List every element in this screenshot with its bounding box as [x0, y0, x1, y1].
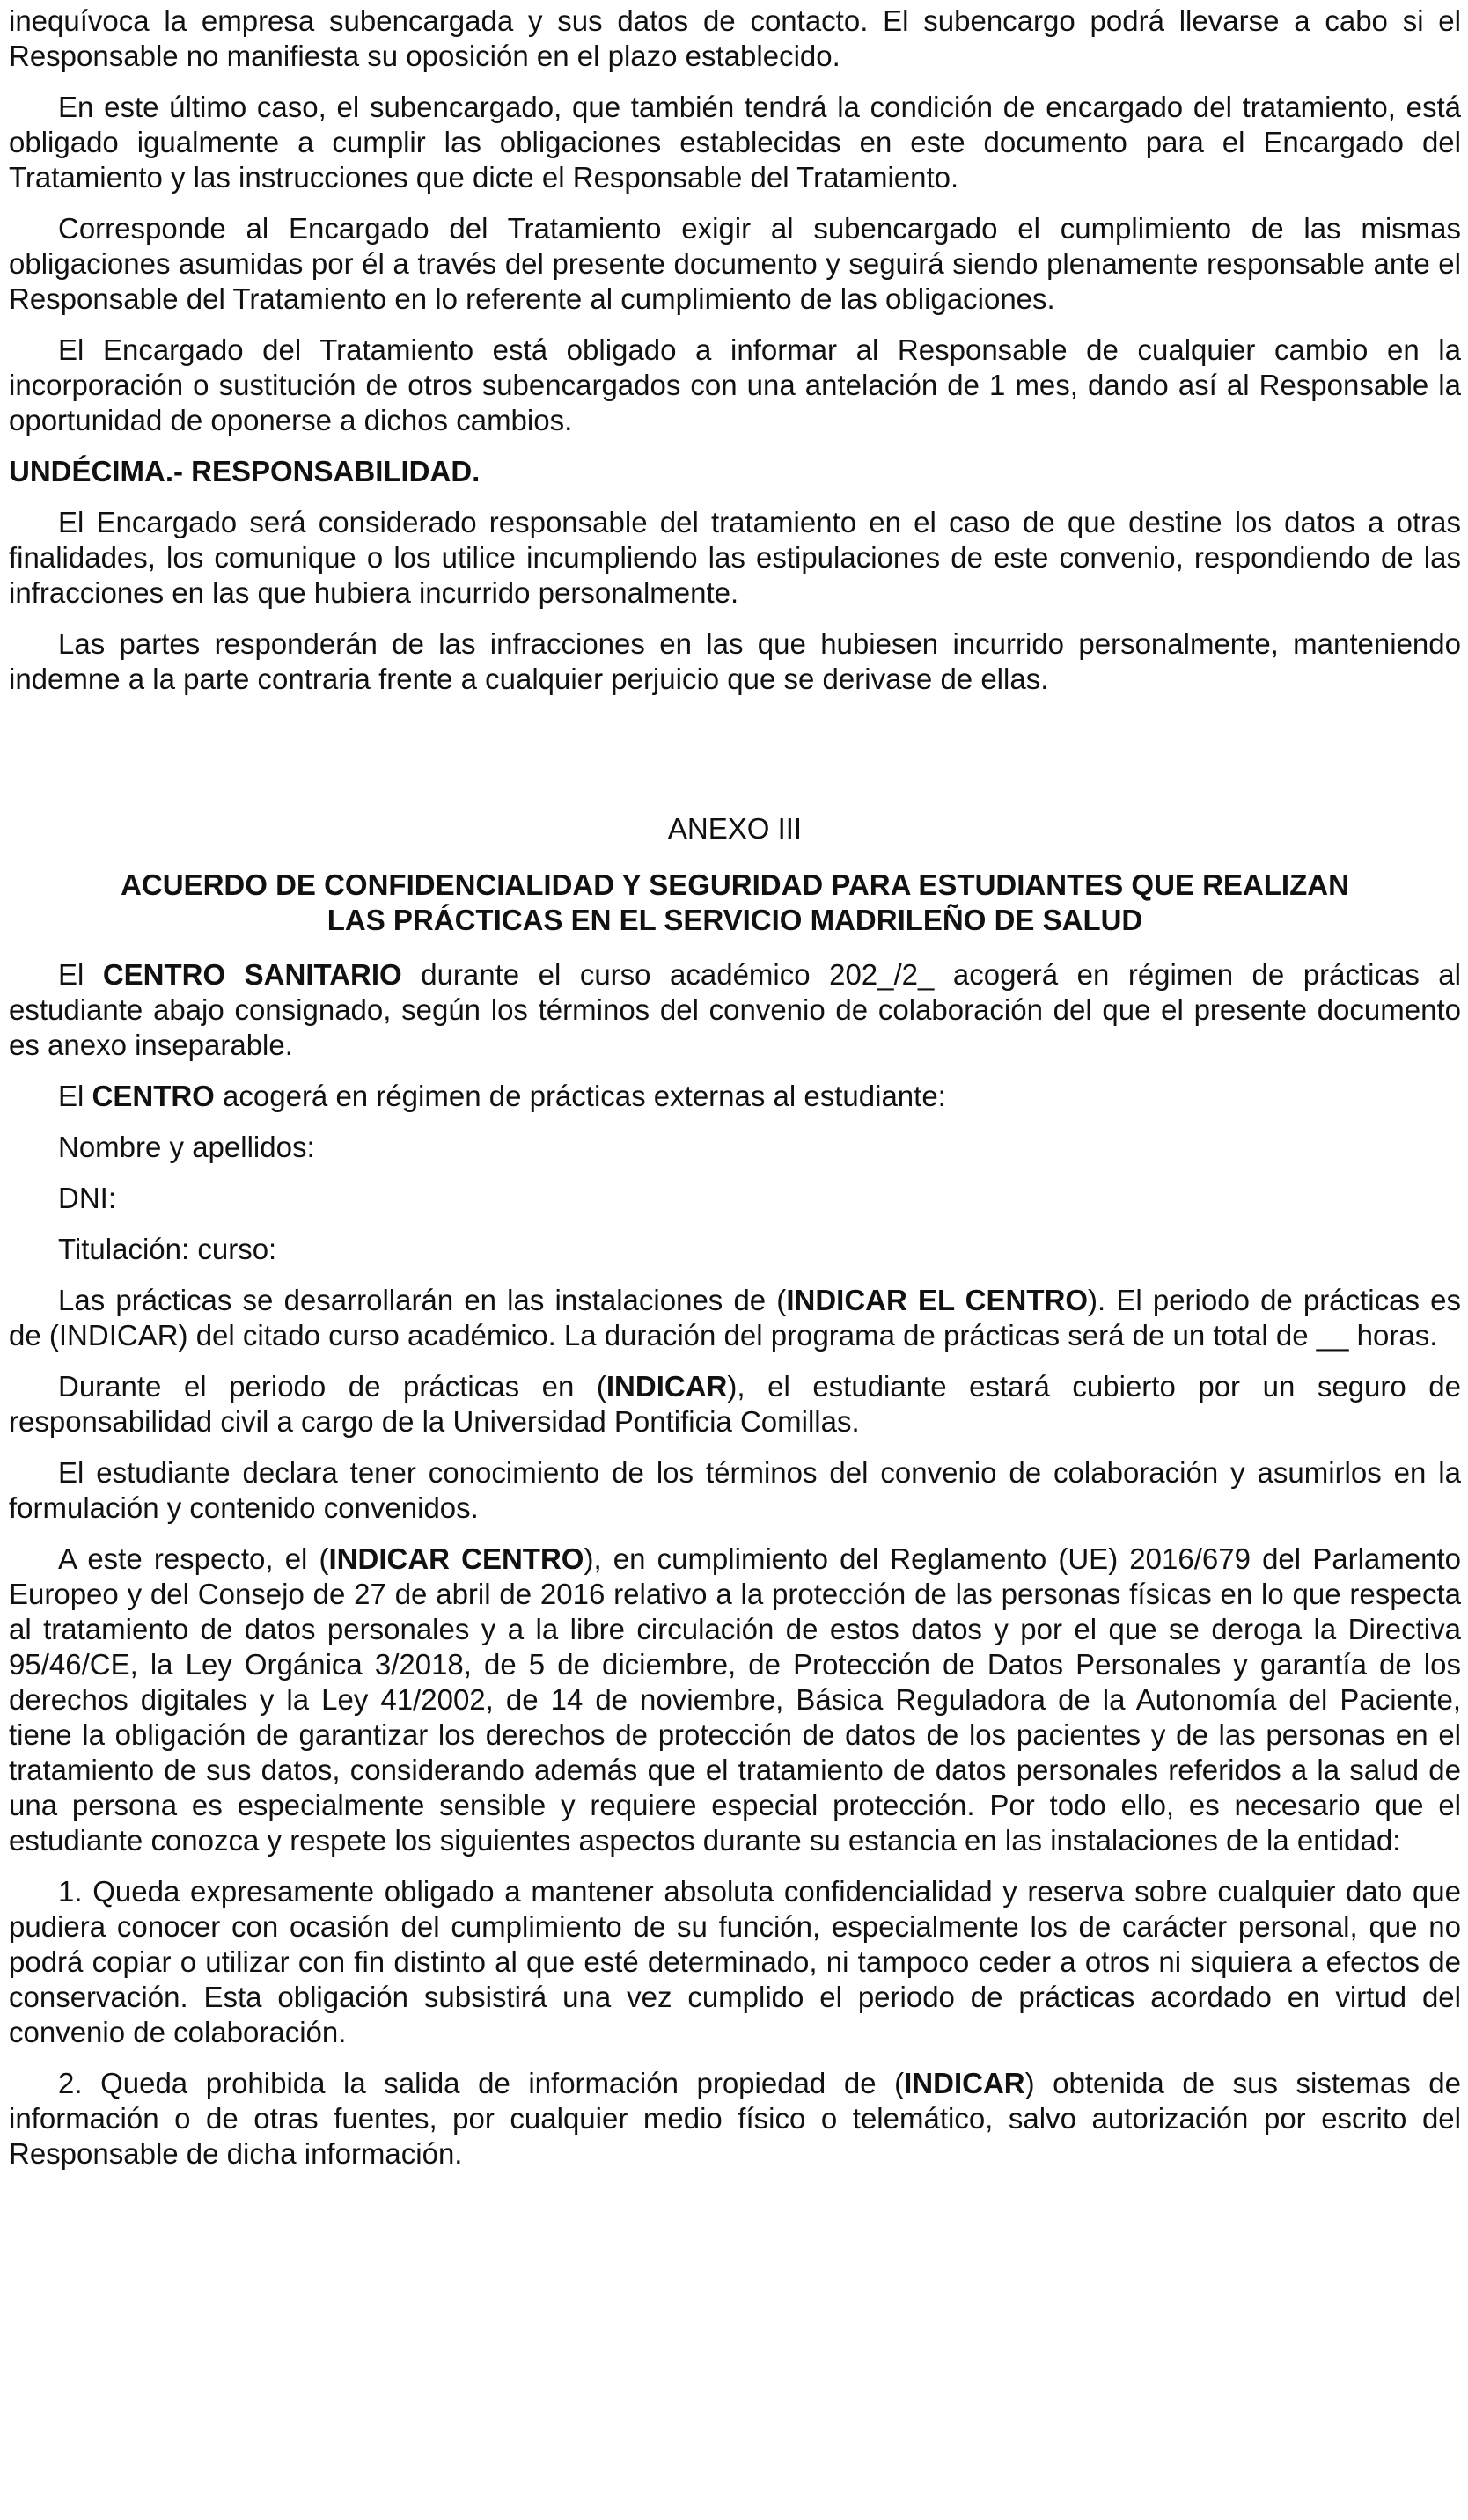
text-run: A este respecto, el ( [58, 1542, 329, 1575]
bold-indicar: INDICAR [904, 2067, 1025, 2099]
field-nombre-apellidos: Nombre y apellidos: [58, 1131, 315, 1163]
text-run: El [58, 958, 103, 991]
text-run: ), en cumplimiento del Reglamento (UE) 2016/679 del Parlamento Europeo y del Consejo de 27 de abril de 2016 relativo a la protección de las personas físicas en lo que respecta al tratamiento de datos personales y a la libre circulación de estos datos y por el que se deroga la Directiva 95/46/CE, la Ley Orgánica 3/2018, de 5 de diciembre, de Protección de Datos Personales y garantía de los derechos digitales y la Ley 41/2002, de 14 de noviembre, Básica Reguladora de la Autonomía del Paciente, tiene la obligación de garantizar los derechos de protección de datos de los pacientes y de las personas en el tratamiento de sus datos, considerando además que el tratamiento de datos personales referidos a la salud de una persona es especialmente sensible y requiere especial protección. Por todo ello, es necesario que el estudiante conozca y respete los siguientes aspectos durante su estancia en las instalaciones de la entidad: [9, 1542, 1461, 1857]
paragraph-practicas-instalaciones [9, 1283, 1461, 1353]
bold-indicar: INDICAR [606, 1370, 728, 1403]
paragraph-estudiante-declara: El estudiante declara tener conocimiento de los términos del convenio de colaboración y asumirlos en la formulación y contenido convenidos. [9, 1456, 1461, 1524]
field-titulacion-curso: Titulación: curso: [58, 1233, 277, 1265]
bold-indicar-el-centro: INDICAR EL CENTRO [786, 1284, 1089, 1316]
text-run: ). El periodo de prácticas es de (INDICAR) del citado curso académico. La duración del programa de prácticas será de un total de __ horas. [9, 1284, 1461, 1352]
text-run: ) obtenida de sus sistemas de información o de otras fuentes, por cualquier medio físico o telemático, salvo autorización por escrito del Responsable de dicha información. [9, 2067, 1461, 2170]
paragraph-subencargo-end: inequívoca la empresa subencargada y sus datos de contacto. El subencargo podrá llevarse a cabo si el Responsable no manifiesta su oposición en el plazo establecido. [9, 4, 1461, 72]
annex-title [9, 868, 1461, 938]
annex-title-line-2: LAS PRÁCTICAS EN EL SERVICIO MADRILEÑO DE SALUD [327, 904, 1143, 936]
paragraph-partes-responderan: Las partes responderán de las infracciones en las que hubiesen incurrido personalmente, manteniendo indemne a la parte contraria frente a cualquier perjuicio que se derivase de ellas. [9, 627, 1461, 695]
paragraph-subencargado-condicion: En este último caso, el subencargado, que también tendrá la condición de encargado del tratamiento, está obligado igualmente a cumplir las obligaciones establecidas en este documento para el Encargado del Tratamiento y las instrucciones que dicte el Responsable del Tratamiento. [9, 91, 1461, 194]
text-run: durante el curso académico 202_/2_ acogerá en régimen de prácticas al estudiante abajo consignado, según los términos del convenio de colaboración del que el presente documento es anexo inseparable. [9, 958, 1461, 1061]
paragraph-seguro-responsabilidad [9, 1369, 1461, 1439]
annex-title-line-1: ACUERDO DE CONFIDENCIALIDAD Y SEGURIDAD PARA ESTUDIANTES QUE REALIZAN [121, 868, 1349, 901]
list-item-salida-informacion [9, 2066, 1461, 2172]
section-heading-undecima: UNDÉCIMA.- RESPONSABILIDAD. [9, 455, 481, 487]
text-run: acogerá en régimen de prácticas externas al estudiante: [214, 1080, 946, 1112]
bold-centro-sanitario: CENTRO SANITARIO [102, 958, 402, 991]
text-run: Las prácticas se desarrollarán en las instalaciones de ( [58, 1284, 787, 1316]
paragraph-exigir-subencargado: Corresponde al Encargado del Tratamiento exigir al subencargado el cumplimiento de las mismas obligaciones asumidas por él a través del presente documento y seguirá siendo plenamente responsable ante el Responsable del Tratamiento en lo referente al cumplimiento de las obligaciones. [9, 212, 1461, 315]
list-item-confidencialidad: 1. Queda expresamente obligado a mantener absoluta confidencialidad y reserva sobre cualquier dato que pudiera conocer con ocasión del cumplimiento de su función, especialmente los de carácter personal, que no podrá copiar o utilizar con fin distinto al que esté determinado, ni tampoco ceder a otros ni siquiera a efectos de conservación. Esta obligación subsistirá una vez cumplido el periodo de prácticas acordado en virtud del convenio de colaboración. [9, 1875, 1461, 2048]
bold-indicar-centro: INDICAR CENTRO [328, 1542, 584, 1575]
text-run: 2. Queda prohibida la salida de información propiedad de ( [58, 2067, 905, 2099]
annex-label: ANEXO III [667, 812, 803, 845]
paragraph-informar-cambios: El Encargado del Tratamiento está obligado a informar al Responsable de cualquier cambio en la incorporación o sustitución de otros subencargados con una antelación de 1 mes, dando así al Responsable la oportunidad de oponerse a dichos cambios. [9, 333, 1461, 436]
paragraph-centro-acogera [9, 1079, 1461, 1114]
paragraph-encargado-responsable: El Encargado será considerado responsable del tratamiento en el caso de que destine los datos a otras finalidades, los comunique o los utilice incumpliendo las estipulaciones de este convenio, respondiendo de las infracciones en las que hubiera incurrido personalmente. [9, 506, 1461, 609]
text-run: El [58, 1080, 92, 1112]
document-page [9, 4, 1461, 2187]
text-run: ), el estudiante estará cubierto por un seguro de responsabilidad civil a cargo de la Universidad Pontificia Comillas. [9, 1370, 1461, 1438]
text-run: Durante el periodo de prácticas en ( [58, 1370, 606, 1403]
paragraph-centro-sanitario [9, 957, 1461, 1063]
paragraph-reglamento-proteccion [9, 1542, 1461, 1858]
bold-centro: CENTRO [92, 1080, 215, 1112]
field-dni: DNI: [58, 1182, 116, 1214]
